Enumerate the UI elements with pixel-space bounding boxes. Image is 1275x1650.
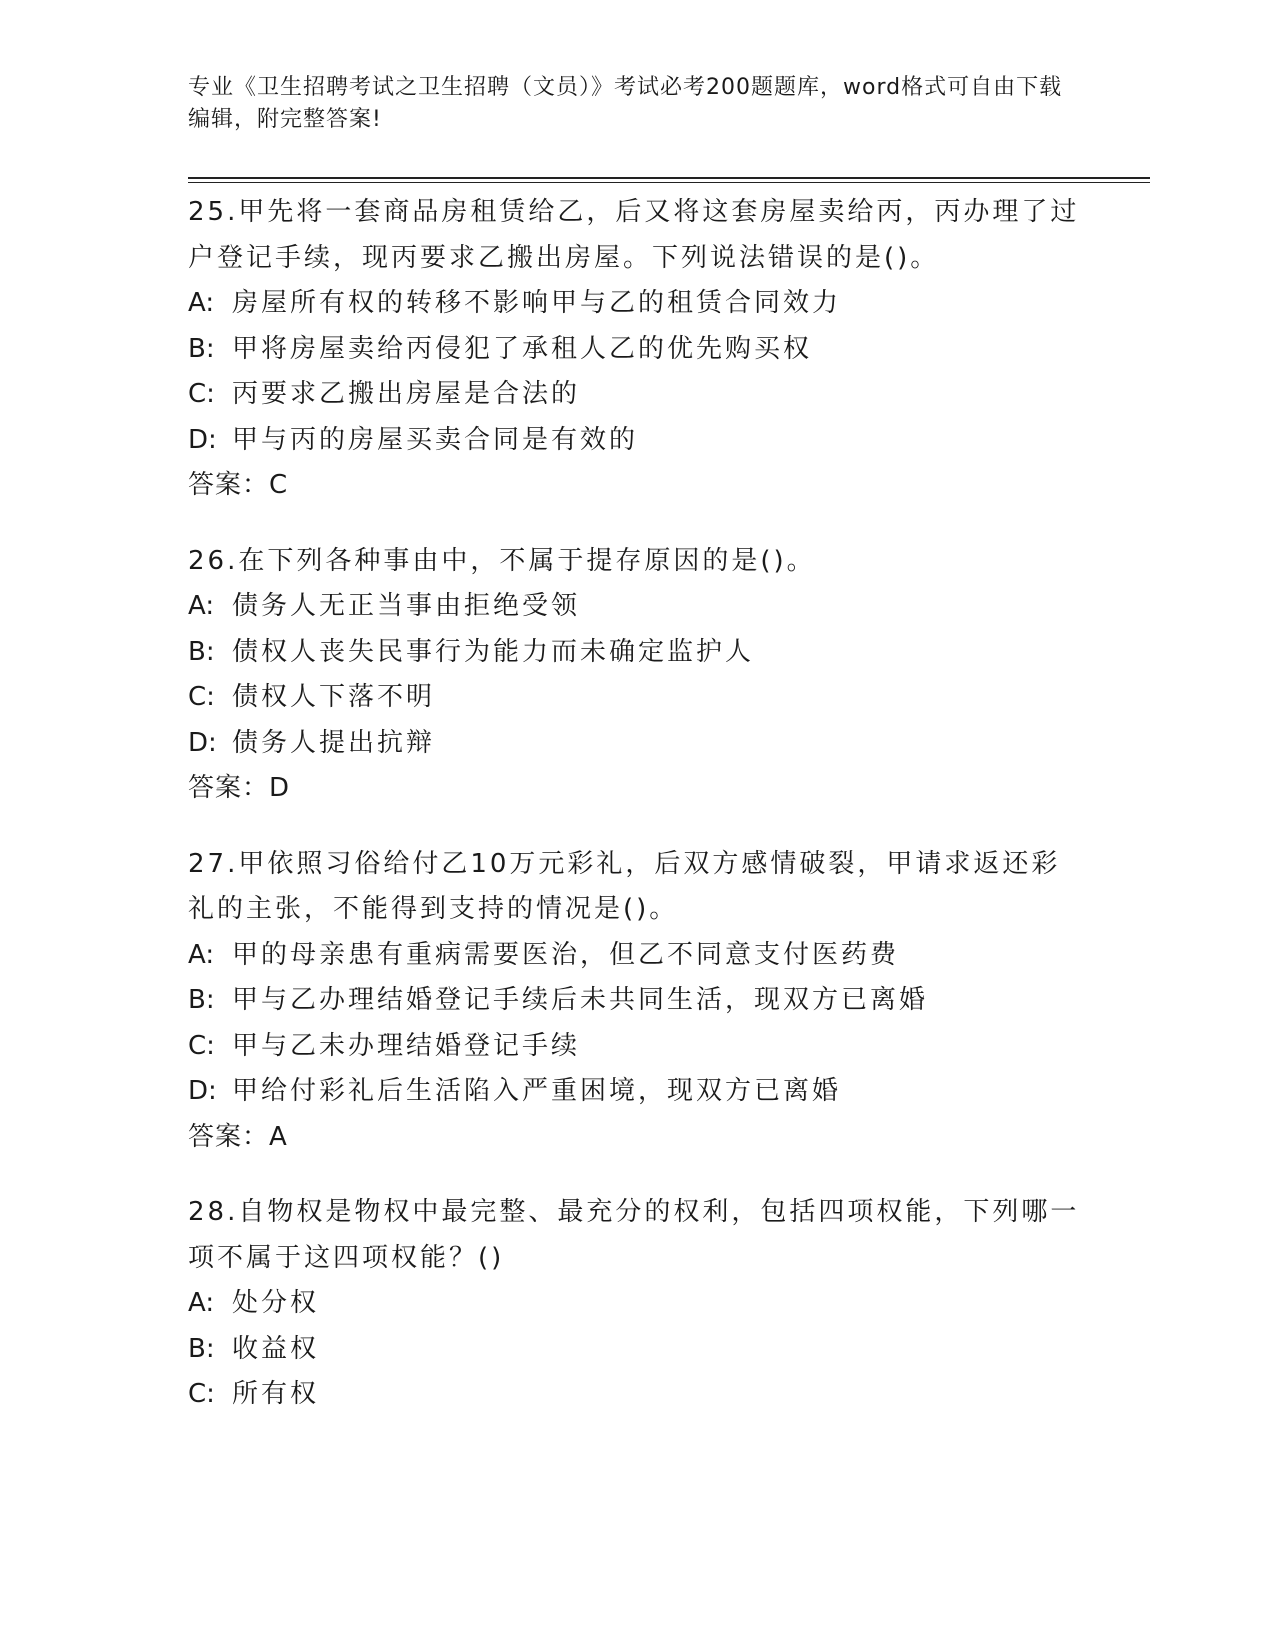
option-row (188, 584, 1088, 630)
option-letter: D: (188, 1076, 217, 1106)
question-stem: 27.甲依照习俗给付乙10万元彩礼，后双方感情破裂，甲请求返还彩礼的主张，不能得到支持的情况是()。 (188, 848, 1061, 924)
option-row (188, 978, 1088, 1024)
option-row (188, 1281, 1088, 1327)
option-text: 甲的母亲患有重病需要医治，但乙不同意支付医药费 (232, 939, 900, 970)
question-stem: 25.甲先将一套商品房租赁给乙，后又将这套房屋卖给丙，丙办理了过户登记手续，现丙要求乙搬出房屋。下列说法错误的是()。 (188, 197, 1080, 273)
answer-line: 答案：D (188, 773, 291, 803)
option-row (188, 1069, 1088, 1115)
option-text: 甲与丙的房屋买卖合同是有效的 (232, 424, 639, 455)
option-letter: A: (188, 288, 215, 318)
option-row (188, 418, 1088, 464)
question-block (188, 190, 1088, 509)
option-letter: C: (188, 682, 215, 712)
option-text: 处分权 (232, 1288, 320, 1318)
option-letter: C: (188, 1030, 215, 1061)
option-letter: C: (188, 379, 215, 409)
option-letter: B: (188, 636, 215, 667)
option-text: 所有权 (232, 1379, 320, 1409)
question-block (188, 842, 1088, 1161)
option-text: 甲给付彩礼后生活陷入严重困境，现双方已离婚 (232, 1076, 842, 1106)
question-stem: 26.在下列各种事由中，不属于提存原因的是()。 (188, 545, 816, 576)
option-letter: B: (188, 333, 215, 364)
question-block (188, 539, 1088, 812)
option-row (188, 1372, 1088, 1418)
option-text: 丙要求乙搬出房屋是合法的 (232, 379, 581, 409)
option-text: 债权人下落不明 (232, 682, 436, 712)
option-row (188, 281, 1088, 327)
option-letter: A: (188, 591, 215, 621)
option-text: 甲与乙办理结婚登记手续后未共同生活，现双方已离婚 (232, 985, 929, 1015)
option-letter: A: (188, 939, 215, 970)
option-text: 房屋所有权的转移不影响甲与乙的租赁合同效力 (232, 288, 842, 318)
answer-line: 答案：A (188, 1121, 288, 1152)
option-row (188, 372, 1088, 418)
question-stem: 28.自物权是物权中最完整、最充分的权利，包括四项权能，下列哪一项不属于这四项权能？() (188, 1197, 1080, 1273)
option-letter: D: (188, 727, 217, 758)
option-letter: A: (188, 1288, 215, 1318)
option-letter: D: (188, 424, 217, 455)
option-letter: B: (188, 1333, 215, 1364)
option-text: 债务人提出抗辩 (232, 727, 436, 758)
option-text: 债权人丧失民事行为能力而未确定监护人 (232, 636, 755, 667)
option-row (188, 630, 1088, 676)
option-row (188, 327, 1088, 373)
option-text: 收益权 (232, 1333, 320, 1364)
option-row (188, 1024, 1088, 1070)
option-letter: C: (188, 1379, 215, 1409)
option-row (188, 1327, 1088, 1373)
option-text: 甲将房屋卖给丙侵犯了承租人乙的优先购买权 (232, 333, 813, 364)
option-text: 债务人无正当事由拒绝受领 (232, 591, 581, 621)
question-block (188, 1190, 1088, 1418)
question-list (188, 190, 1088, 1448)
option-text: 甲与乙未办理结婚登记手续 (232, 1030, 581, 1061)
header-divider-thin (188, 182, 1150, 183)
answer-line: 答案：C (188, 470, 289, 500)
document-header: 专业《卫生招聘考试之卫生招聘（文员）》考试必考200题题库，word格式可自由下载编辑，附完整答案! (188, 75, 1063, 132)
header-divider-thick (188, 177, 1150, 179)
option-row (188, 933, 1088, 979)
option-row (188, 675, 1088, 721)
option-row (188, 721, 1088, 767)
option-letter: B: (188, 985, 215, 1015)
